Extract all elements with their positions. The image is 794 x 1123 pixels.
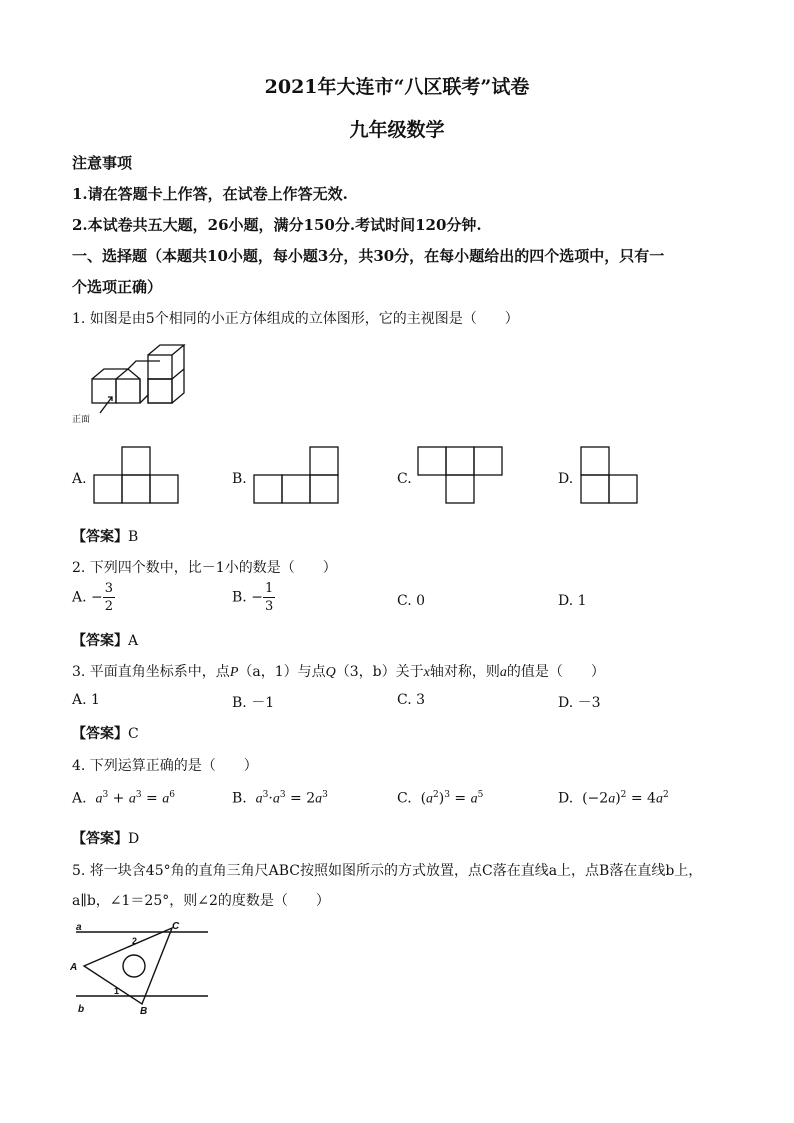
label-angle-2: 2 (132, 936, 138, 946)
page-title: 2021年大连市“八区联考”试卷 (264, 76, 530, 98)
question-3-option-c: C. 3 (397, 692, 426, 708)
fraction (103, 582, 115, 613)
option-label: B. (232, 790, 247, 807)
point-q: Q (325, 665, 336, 680)
question-5-triangle-figure (70, 918, 210, 1016)
note-item-1: 1.请在答题卡上作答，在试卷上作答无效. (72, 185, 348, 203)
question-4-option-d: D. $(-2a)^2 = 4a^2$ (558, 790, 669, 807)
label-line-b: b (78, 1004, 85, 1015)
question-2-option-d: D. 1 (558, 593, 587, 609)
answer-tag: 【答案】 (72, 726, 128, 742)
triangle-hole (123, 955, 145, 977)
note-item-2: 2.本试卷共五大题，26小题，满分150分.考试时间120分钟. (72, 216, 482, 234)
question-1-answer (72, 526, 138, 546)
question-5-stem-line-2: a∥b，∠1＝25°，则∠2的度数是（ ） (72, 893, 330, 909)
question-3-option-d: D. －3 (558, 695, 601, 711)
question-4-option-a: A. $a^3 + a^3 = a^6$ (72, 790, 175, 807)
question-1-option-d-label: D. (558, 471, 574, 487)
minus-sign: − (91, 589, 103, 606)
triangle-abc (84, 928, 172, 1004)
option-label: A. (72, 589, 87, 606)
stem-part: （3，b）关于 (335, 664, 424, 680)
option-label: D. (558, 790, 574, 807)
front-view-label: 正面 (72, 414, 91, 424)
point-p: P (229, 665, 239, 680)
question-2-answer (72, 630, 138, 650)
option-c-figure (417, 445, 505, 505)
answer-tag: 【答案】 (72, 529, 128, 545)
option-label: C. (397, 790, 412, 807)
stem-part: 的值是（ ） (506, 664, 605, 680)
stem-part: 轴对称，则 (429, 664, 500, 680)
label-line-a: a (76, 922, 82, 933)
question-4-stem: 4. 下列运算正确的是（ ） (72, 758, 258, 774)
answer-value: D (128, 831, 140, 847)
label-point-b: B (140, 1006, 148, 1016)
option-label: A. (72, 790, 87, 807)
page-subtitle: 九年级数学 (349, 119, 445, 141)
var-a: a (499, 665, 507, 680)
question-2-option-c: C. 0 (397, 593, 426, 609)
question-1-option-a-label: A. (72, 471, 87, 487)
minus-sign: − (251, 589, 263, 606)
section-1-heading: 一、选择题（本题共10小题，每小题3分，共30分，在每小题给出的四个选项中，只有一 (72, 247, 665, 265)
question-4-answer (72, 828, 139, 848)
stem-part: （a，1）与点 (238, 664, 326, 680)
answer-value: C (128, 726, 139, 742)
stem-part: 3. 平面直角坐标系中，点 (72, 664, 230, 680)
question-3-stem (72, 661, 605, 681)
fraction (263, 582, 275, 613)
numerator: 1 (264, 581, 274, 596)
notes-heading: 注意事项 (72, 154, 133, 172)
question-2-option-a (72, 582, 115, 613)
label-angle-1: 1 (114, 986, 120, 996)
option-a-figure (93, 445, 181, 505)
denominator: 2 (104, 599, 114, 614)
question-1-option-b-label: B. (232, 471, 247, 487)
numerator: 3 (104, 581, 114, 596)
option-label: B. (232, 589, 247, 606)
question-4-option-b: B. $a^3\cdot a^3 = 2a^3$ (232, 790, 328, 807)
question-1-cube-figure (72, 335, 197, 430)
answer-tag: 【答案】 (72, 633, 128, 649)
label-point-a: A (70, 962, 78, 973)
question-2-option-b (232, 582, 275, 613)
question-3-option-b: B. －1 (232, 695, 275, 711)
section-1-heading-cont: 个选项正确） (72, 278, 163, 296)
question-2-stem: 2. 下列四个数中，比－1小的数是（ ） (72, 560, 337, 576)
question-4-option-c: C. $(a^2)^3 = a^5$ (397, 790, 484, 807)
answer-value: A (128, 633, 139, 649)
question-3-answer (72, 723, 139, 743)
option-d-figure (580, 445, 642, 505)
question-5-stem-line-1: 5. 将一块含45°角的直角三角尺ABC按照如图所示的方式放置，点C落在直线a上，点B落在直线b上， (72, 863, 703, 879)
question-1-option-c-label: C. (397, 471, 412, 487)
question-3-option-a: A. 1 (72, 692, 100, 708)
axis-x: x (423, 665, 430, 680)
option-b-figure (253, 445, 341, 505)
label-point-c: C (172, 921, 180, 932)
denominator: 3 (264, 599, 274, 614)
answer-tag: 【答案】 (72, 831, 128, 847)
question-1-stem: 1. 如图是由5个相同的小正方体组成的立体图形，它的主视图是（ ） (72, 311, 519, 327)
answer-value: B (128, 529, 139, 545)
